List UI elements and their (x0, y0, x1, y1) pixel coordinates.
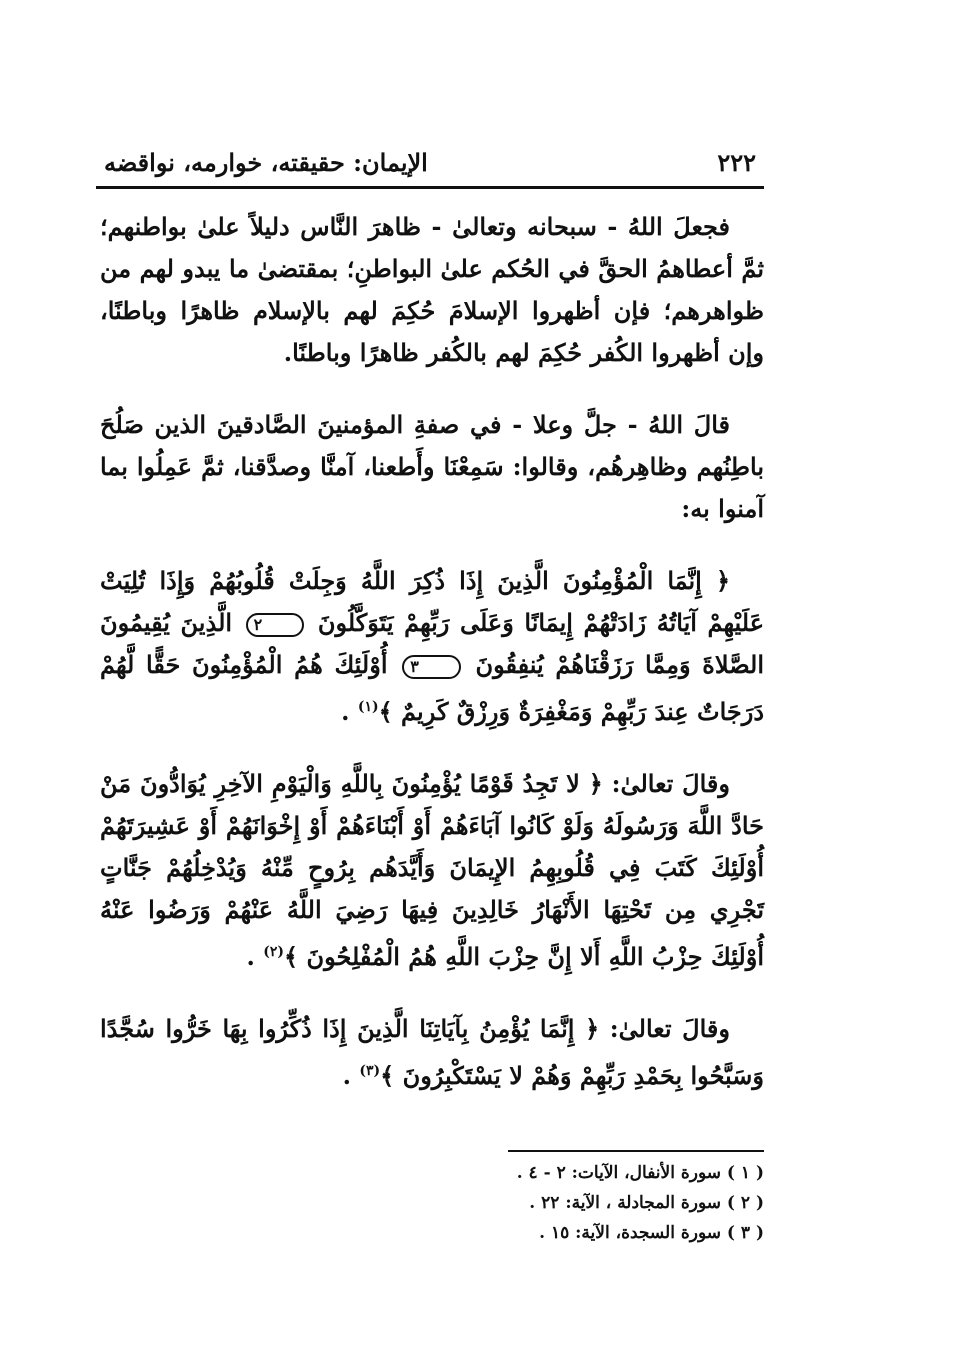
ayah-number-mark: ٢ (246, 613, 305, 637)
page-header (96, 148, 764, 178)
footnote-1: ( ١ ) سورة الأنفال، الآيات: ٢ - ٤ . (516, 1163, 764, 1183)
verse-text: لا تَجِدُ قَوْمًا يُؤْمِنُونَ بِاللَّهِ وَالْيَوْمِ الآخِرِ يُوَادُّونَ مَنْ حَادَّ اللَّهَ وَرَسُولَهُ وَلَوْ كَانُوا آبَاءَهُمْ أَوْ أَبْنَاءَهُمْ أَوْ إِخْوَانَهُمْ أَوْ عَشِيرَتَهُمْ أُوْلَئِكَ كَتَبَ فِي قُلُوبِهِمُ الإِيمَانَ وَأَيَّدَهُم بِرُوحٍ مِّنْهُ وَيُدْخِلُهُمْ جَنَّاتٍ تَجْرِي مِن تَحْتِهَا الأَنْهَارُ خَالِدِينَ فِيهَا رَضِيَ اللَّهُ عَنْهُمْ وَرَضُوا عَنْهُ أُوْلَئِكَ حِزْبُ اللَّهِ أَلا إِنَّ حِزْبَ اللَّهِ هُمُ الْمُفْلِحُونَ (100, 769, 764, 971)
footnote-2: ( ٢ ) سورة المجادلة ، الآية: ٢٢ . (529, 1193, 764, 1213)
footnote-ref-3: (٣) (359, 1063, 381, 1079)
paragraph-5-quran-verse (100, 1008, 764, 1097)
verse-open-bracket: ﴿ (585, 1014, 600, 1043)
verse-close-bracket: ﴾ (284, 942, 299, 971)
verse-text-part-2: الَّذِينَ يُقِيمُونَ الصَّلاةَ وَمِمَّا رَزَقْنَاهُمْ يُنفِقُونَ (100, 608, 764, 679)
main-text (100, 206, 764, 1127)
sentence-end: . (342, 1061, 352, 1090)
page-number: ٢٢٢ (717, 148, 756, 177)
ayah-number-mark: ٣ (402, 655, 461, 679)
verse-text-part-3: أُوْلَئِكَ هُمُ الْمُؤْمِنُونَ حَقًّا لَّهُمْ دَرَجَاتٌ عِندَ رَبِّهِمْ وَمَغْفِرَةٌ وَرِزْقٌ كَرِيمٌ (100, 650, 764, 726)
verse-text: إِنَّمَا يُؤْمِنُ بِآيَاتِنَا الَّذِينَ إِذَا ذُكِّرُوا بِهَا خَرُّوا سُجَّدًا وَسَبَّحُوا بِحَمْدِ رَبِّهِمْ وَهُمْ لا يَسْتَكْبِرُونَ (100, 1014, 764, 1090)
paragraph-4-quran-verse (100, 763, 764, 978)
verse-open-bracket: ﴿ (715, 566, 731, 595)
paragraph-2: قالَ اللهُ - جلَّ وعلا - في صفةِ المؤمنينَ الصَّادقينَ الذين صَلُحَ باطِنُهم وظاهِرهُم، وقالوا: سَمِعْنَا وأَطعنا، آمنَّا وصدَّقنا، ثمَّ عَمِلُوا بما آمنوا به: (100, 410, 764, 523)
sentence-end: . (341, 697, 350, 726)
verse-close-bracket: ﴾ (378, 697, 393, 726)
header-rule (96, 186, 764, 189)
running-title: الإيمان: حقيقته، خوارمه، نواقضه (104, 148, 428, 177)
footnotes (400, 1158, 764, 1248)
paragraph-3-quran-verse (100, 560, 764, 733)
verse-intro: وقالَ تعالىٰ: (611, 769, 730, 798)
verse-intro: وقالَ تعالىٰ: (609, 1014, 730, 1043)
verse-text-part-1: إِنَّمَا الْمُؤْمِنُونَ الَّذِينَ إِذَا ذُكِرَ اللَّهُ وَجِلَتْ قُلُوبُهُمْ وَإِذَا تُلِيَتْ عَلَيْهِمْ آيَاتُهُ زَادَتْهُمْ إِيمَانًا وَعَلَى رَبِّهِمْ يَتَوَكَّلُونَ (100, 566, 765, 637)
footnote-ref-2: (٢) (263, 944, 285, 960)
footnote-ref-1: (١) (357, 699, 379, 715)
verse-close-bracket: ﴾ (380, 1061, 395, 1090)
sentence-end: . (246, 942, 255, 971)
paragraph-1: فجعلَ اللهُ - سبحانه وتعالىٰ - ظاهرَ النَّاس دليلاً علىٰ بواطنهم؛ ثمَّ أعطاهمُ الحقَّ في الحُكم علىٰ البواطنِ؛ بمقتضىٰ ما يبدو لهم من ظواهرهم؛ فإن أظهروا الإسلامَ حُكِمَ لهم بالإسلام ظاهرًا وباطنًا، وإن أظهروا الكُفر حُكِمَ لهم بالكُفر ظاهرًا وباطنًا. (100, 212, 764, 367)
footnote-rule (508, 1150, 764, 1152)
verse-open-bracket: ﴿ (588, 769, 603, 798)
footnote-3: ( ٣ ) سورة السجدة، الآية: ١٥ . (539, 1223, 764, 1243)
